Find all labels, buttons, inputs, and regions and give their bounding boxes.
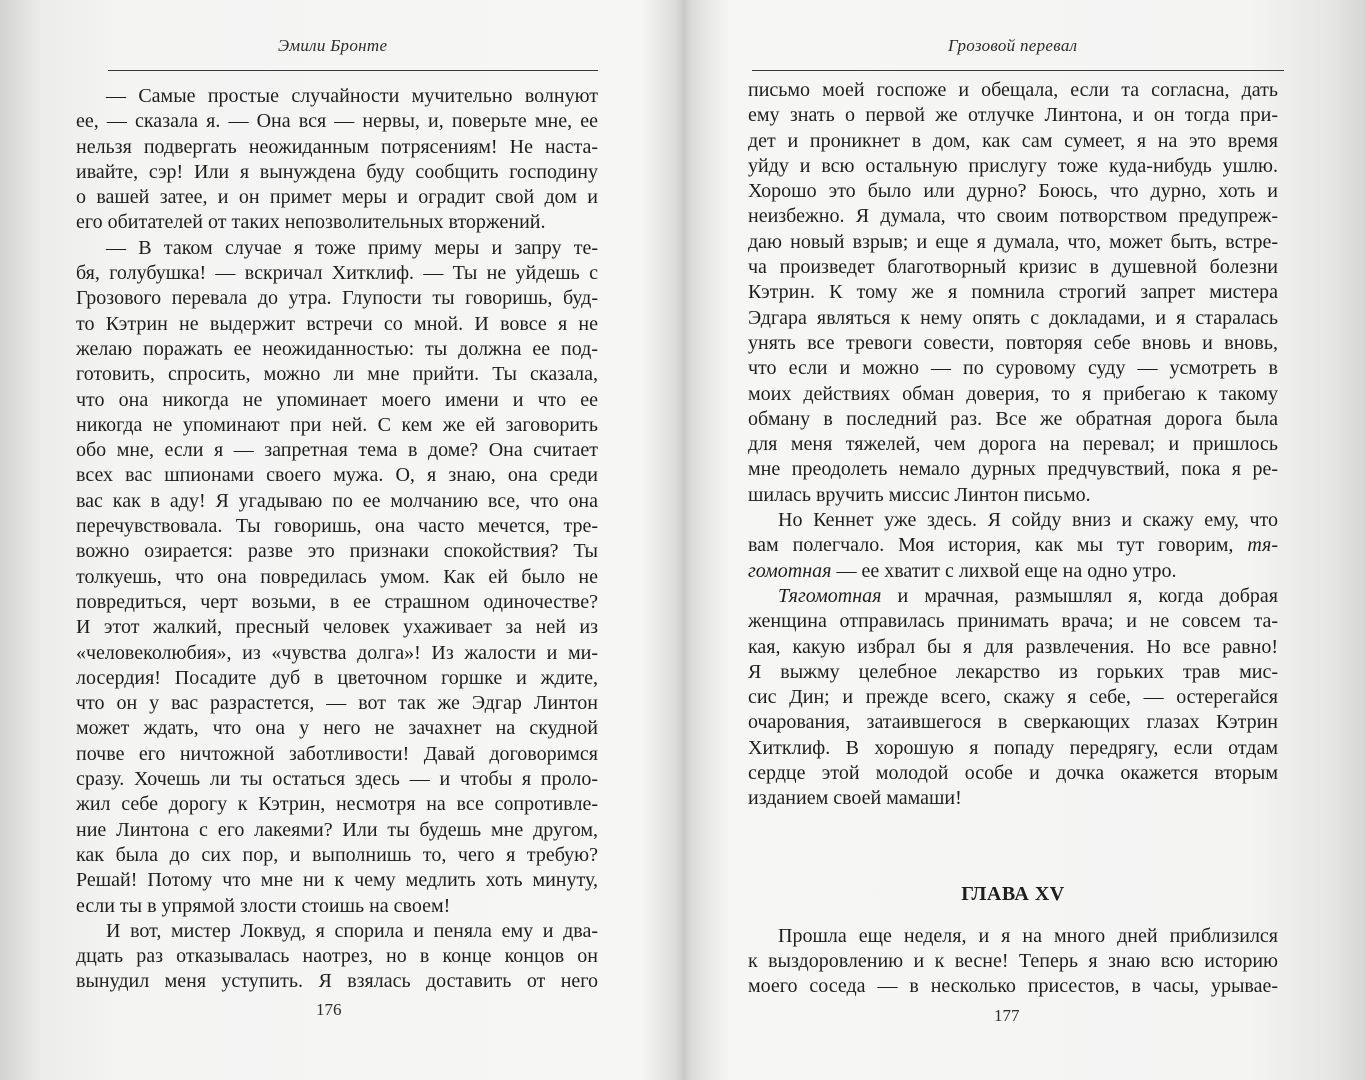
text-line: как была до сих пор, и выполнишь то, чего я требую? bbox=[76, 843, 598, 866]
text-line: ему знать о первой же отлучке Линтона, и он тогда при- bbox=[748, 104, 1278, 127]
text-line: вожно озирается: разве это признаки спокойствия? Ты bbox=[76, 540, 598, 563]
text-line: повредиться, черт возьми, в ее страшном одиночестве? bbox=[76, 590, 598, 613]
text-line: что если и можно — по суровому суду — усмотреть в bbox=[748, 357, 1278, 380]
text-line: о вашей затее, и он примет меры и оградит свой дом и bbox=[76, 186, 598, 209]
text-line: И этот жалкий, пресный человек ухаживает за ней из bbox=[76, 616, 598, 639]
text-line: Кэтрин. К тому же я помнила строгий запрет мистера bbox=[748, 281, 1278, 304]
text-line: ние Линтона с его лакеями? Или ты будешь мне другом, bbox=[76, 818, 598, 841]
text-line: вас как в аду! Я угадываю по ее молчанию все, что она bbox=[76, 489, 598, 512]
text-line: — Самые простые случайности мучительно волнуют bbox=[106, 85, 598, 107]
text-line: мне преодолеть немало дурных предчувствий, пока я ре- bbox=[748, 458, 1278, 481]
text-line: Но Кеннет уже здесь. Я сойду вниз и скажу ему, что bbox=[778, 509, 1278, 532]
text-line: Хорошо это было или дурно? Боюсь, что дурно, хоть и bbox=[748, 180, 1278, 203]
text-line: даю новый взрыв; и еще я думала, что, может быть, встре- bbox=[748, 230, 1278, 253]
text-line: перечувствовала. Ты говоришь, она часто мечется, тре- bbox=[76, 515, 598, 538]
right-text-after-chapter bbox=[748, 924, 1278, 1000]
text-segment: — ее хватит с лихвой еще на одно утро. bbox=[831, 559, 1177, 582]
text-line: может ждать, что она у него не зачахнет на скудной bbox=[76, 717, 598, 740]
text-line: Эдгара являться к нему опять с докладами, и я старалась bbox=[748, 306, 1278, 329]
chapter-heading: ГЛАВА XV bbox=[961, 882, 1065, 905]
text-line bbox=[748, 584, 1278, 609]
header-rule bbox=[752, 70, 1284, 71]
italic-text: гомотная bbox=[748, 559, 832, 582]
text-line: то Кэтрин не выдержит встречи со мной. И вовсе я не bbox=[76, 312, 598, 335]
text-line: сердце этой молодой особе и дочка окажется вторым bbox=[748, 762, 1278, 785]
text-line: обо мне, если я — запретная тема в доме? Она считает bbox=[76, 439, 598, 462]
text-line: почве его ничтожной заботливости! Давай договоримся bbox=[76, 742, 598, 765]
text-line: готовить, спросить, можно ли мне прийти. Ты сказала, bbox=[76, 363, 598, 386]
text-line: Прошла еще неделя, и я на много дней приблизился bbox=[778, 924, 1278, 947]
text-line: никогда не упоминают при ней. С кем же ей заговорить bbox=[76, 413, 598, 436]
running-head-author: Эмили Бронте bbox=[278, 36, 388, 55]
text-line: его обитателей от таких непозволительных вторжений. bbox=[76, 211, 546, 234]
right-page bbox=[684, 0, 1365, 1080]
text-line: «человеколюбия», из «чувства долга»! Из жалости и ми- bbox=[76, 641, 598, 664]
text-line: дцать раз отказывалась наотрез, но в конце концов он bbox=[76, 945, 598, 968]
text-line: Хитклиф. В хорошую я попаду передрягу, если отдам bbox=[748, 736, 1278, 759]
text-line: — В таком случае я тоже приму меры и запру те- bbox=[106, 236, 598, 259]
text-line: моих действиях обман доверия, то я прибегаю к такому bbox=[748, 382, 1278, 405]
header-rule bbox=[108, 70, 598, 71]
text-line: сис Дин; и прежде всего, скажу я себе, — остерегайся bbox=[748, 686, 1278, 709]
text-line: дет и проникнет в дом, как сам сумеет, я на это время bbox=[748, 129, 1278, 152]
text-line: к выздоровлению и к весне! Теперь я знаю всю историю bbox=[748, 949, 1278, 972]
text-line: лосердия! Посадите дуб в цветочном горшке и ждите, bbox=[76, 666, 598, 689]
text-line: моего соседа — в несколько присестов, в часы, урывае- bbox=[748, 975, 1278, 998]
text-line: уйду и всю остальную прислугу тоже куда-нибудь ушлю. bbox=[748, 154, 1278, 177]
text-line: ее, — сказала я. — Она вся — нервы, и, поверьте мне, ее bbox=[76, 110, 598, 133]
text-line: обману в последний раз. Все же обратная дорога была bbox=[748, 407, 1278, 430]
text-line: Грозового перевала до утра. Глупости ты говоришь, буд- bbox=[76, 287, 598, 310]
text-line bbox=[748, 533, 1278, 558]
page-number: 176 bbox=[316, 1000, 342, 1019]
right-text-before-chapter bbox=[748, 78, 1278, 812]
right-body-text bbox=[748, 78, 1278, 1000]
text-line: всех вас шпионами своего мужа. О, я знаю, она среди bbox=[76, 464, 598, 487]
text-line: кая, какую избрал бы я для развлечения. Но все равно! bbox=[748, 635, 1278, 658]
text-line bbox=[748, 559, 1278, 584]
left-body-text bbox=[76, 84, 598, 995]
text-line: для меня тяжелей, чем дорога на перевал; и пришлось bbox=[748, 433, 1278, 456]
text-line: очарования, затаившегося в сверкающих глазах Кэтрин bbox=[748, 711, 1278, 734]
text-line: желаю поражать ее неожиданностью: ты должна ее под- bbox=[76, 337, 598, 360]
text-segment: и мрачная, размышлял я, когда добрая bbox=[881, 584, 1278, 607]
text-line: толкуешь, что она повредилась умом. Как ей было не bbox=[76, 565, 598, 588]
running-head-title: Грозовой перевал bbox=[948, 36, 1078, 55]
text-line: что он у вас разрастется, — вот так же Эдгар Линтон bbox=[76, 692, 598, 715]
text-line: Решай! Потому что мне ни к чему медлить хоть минуту, bbox=[76, 869, 598, 892]
italic-text: Тягомотная bbox=[778, 584, 882, 607]
text-line: шилась вручить миссис Линтон письмо. bbox=[748, 483, 1091, 506]
text-line: неизбежно. Я думала, что своим потворством предупреж- bbox=[748, 205, 1278, 228]
text-line: изданием своей мамаши! bbox=[748, 787, 962, 810]
text-line: ивайте, сэр! Или я вынуждена буду сообщить господину bbox=[76, 160, 598, 183]
text-line: женщина отправилась принимать врача; и не совсем та- bbox=[748, 610, 1278, 633]
text-line: Я выжму целебное лекарство из горьких трав мис- bbox=[748, 660, 1278, 683]
text-line: сразу. Хочешь ли ты остаться здесь — и чтобы я проло- bbox=[76, 768, 598, 791]
text-line: письмо моей госпоже и обещала, если та согласна, дать bbox=[748, 79, 1278, 101]
text-line: ча произведет благотворный кризис в душевной болезни bbox=[748, 256, 1278, 279]
page-number: 177 bbox=[994, 1006, 1020, 1025]
text-line: если ты в упрямой злости стоишь на своем! bbox=[76, 894, 451, 917]
text-line: И вот, мистер Локвуд, я спорила и пеняла ему и два- bbox=[106, 919, 598, 942]
text-segment: вам полегчало. Моя история, как мы тут говорим, bbox=[748, 534, 1248, 557]
text-line: нельзя подвергать неожиданным потрясениям! Не наста- bbox=[76, 135, 598, 158]
text-line: вынудил меня уступить. Я взялась доставить от него bbox=[76, 970, 598, 993]
chapter-spacer bbox=[748, 812, 1278, 864]
italic-text: тя- bbox=[1247, 534, 1278, 557]
text-line: жил себе дорогу к Кэтрин, несмотря на все сопротивле- bbox=[76, 793, 598, 816]
text-line: унять все тревоги совести, повторяя себе вновь и вновь, bbox=[748, 331, 1278, 354]
text-line: что она никогда не упоминает моего имени и что ее bbox=[76, 388, 598, 411]
text-line: бя, голубушка! — вскричал Хитклиф. — Ты не уйдешь с bbox=[76, 262, 598, 285]
